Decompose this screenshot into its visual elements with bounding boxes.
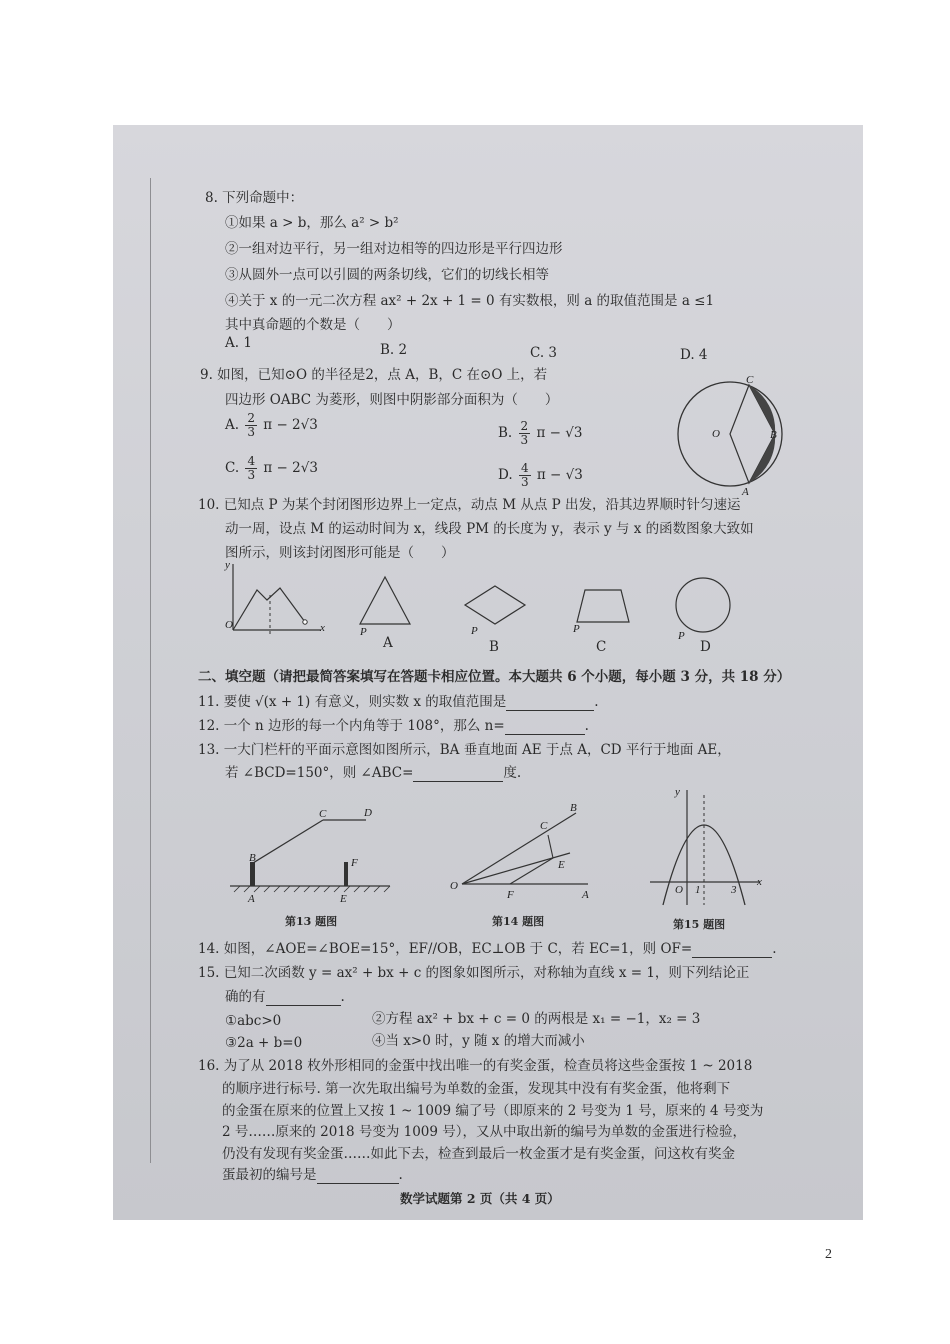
q10-trapezoid-p: P (573, 623, 580, 635)
fig13-label-f: F (351, 857, 358, 869)
fig15-label-o: O (675, 884, 683, 896)
q10-option-d: D (700, 639, 711, 655)
q9-option-d (498, 462, 583, 489)
q9-option-a-den: 3 (247, 425, 255, 440)
q14-end: . (772, 941, 777, 957)
q9-line-2: 四边形 OABC 为菱形，则图中阴影部分面积为（ ） (225, 392, 559, 408)
q10-triangle-shape (360, 577, 410, 624)
q9-option-b-label: B. (498, 425, 513, 442)
q8-statement-2: ②一组对边平行，另一组对边相等的四边形是平行四边形 (225, 241, 563, 257)
q9-circle-figure (670, 374, 790, 498)
q9-option-d-fraction (519, 462, 531, 489)
q14-blank (692, 942, 772, 958)
q10-line-2: 动一周，设点 M 的运动时间为 x，线段 PM 的长度为 y，表示 y 与 x 的函数图象大致如 (225, 521, 754, 537)
q8-option-b: B. 2 (380, 342, 408, 358)
fig14-ray-ob (462, 813, 576, 884)
fig14-caption: 第14 题图 (492, 915, 545, 928)
q8-statement-1: ①如果 a > b，那么 a² > b² (225, 215, 399, 231)
q9-label-c: C (746, 374, 754, 386)
q13-blank (413, 766, 503, 782)
page-footer: 数学试题第 2 页（共 4 页） (400, 1191, 560, 1206)
fig13-post-fe (344, 862, 348, 886)
q11-text: 11. 要使 √(x + 1) 有意义，则实数 x 的取值范围是 (198, 694, 507, 710)
q9-option-b-num: 2 (520, 419, 529, 433)
q8-stem: 8. 下列命题中： (205, 190, 304, 206)
q10-curve (233, 588, 305, 630)
q9-label-b: B (770, 429, 777, 441)
page-number: 2 (825, 1247, 832, 1262)
q12 (198, 719, 589, 735)
fig15-label-x: x (757, 876, 762, 888)
fig13-label-d: D (364, 807, 372, 819)
q9-option-b-den: 3 (520, 433, 529, 448)
q9-option-d-tail: π − √3 (536, 467, 583, 484)
q12-blank (505, 719, 585, 735)
q11-blank (506, 695, 594, 711)
fig14-segment-ef (510, 858, 553, 884)
q10-end-point (303, 620, 307, 624)
q9-label-o: O (712, 428, 720, 440)
fig13-hatching (234, 886, 390, 892)
q14 (198, 942, 777, 958)
fig14-segment-ec (548, 835, 553, 858)
q8-statement-3: ③从圆外一点可以引圆的两条切线，它们的切线长相等 (225, 267, 549, 283)
q9-option-a-label: A. (225, 417, 240, 434)
q10-triangle-p: P (360, 626, 367, 638)
q9-option-a-num: 2 (247, 411, 255, 425)
q9-option-a (225, 412, 318, 439)
q9-option-a-tail: π − 2√3 (263, 417, 318, 434)
fig15-label-1: 1 (695, 884, 701, 896)
q9-option-c (225, 455, 318, 482)
q16-line-1: 16. 为了从 2018 枚外形相同的金蛋中找出唯一的有奖金蛋，检查员将这些金蛋按 1 ~ 2018 (198, 1058, 753, 1074)
fig14-label-a: A (582, 889, 589, 901)
q15-line-2 (225, 990, 345, 1006)
q10-line-3: 图所示，则该封闭图形可能是（ ） (225, 545, 455, 561)
q11 (198, 695, 599, 711)
q10-option-c: C (596, 639, 607, 655)
q10-graph-x: x (320, 622, 325, 634)
fig14-label-b: B (570, 802, 577, 814)
q16-blank (317, 1168, 399, 1184)
q10-option-a: A (383, 635, 393, 651)
q9-option-c-tail: π − 2√3 (263, 460, 318, 477)
q16-end: . (398, 1167, 403, 1183)
section-2-heading: 二、填空题（请把最简答案填写在答题卡相应位置。本大题共 6 个小题，每小题 3 分，共 18 分） (198, 669, 791, 685)
q10-circle (670, 573, 740, 645)
q10-graph-y: y (225, 559, 230, 571)
q10-rhombus-p: P (471, 625, 478, 637)
q16-line-6 (222, 1168, 403, 1184)
q15-option-3: ③2a + b=0 (225, 1035, 303, 1051)
fig15-label-3: 3 (731, 884, 737, 896)
q8-option-d: D. 4 (680, 347, 708, 363)
q15-option-1: ①abc>0 (225, 1013, 282, 1029)
q13-end: 度. (503, 765, 522, 781)
fig13-label-e: E (340, 893, 347, 905)
fig14-label-c: C (540, 820, 548, 832)
q9-option-d-label: D. (498, 467, 513, 484)
q16-line-2: 的顺序进行标号. 第一次先取出编号为单数的金蛋，发现其中没有有奖金蛋，他将剩下 (222, 1081, 731, 1097)
q8-option-c: C. 3 (530, 345, 558, 361)
q9-option-b-tail: π − √3 (536, 425, 583, 442)
fig14-ray-oe (462, 853, 570, 884)
q10-trapezoid (567, 582, 637, 642)
q16-line-5: 仍没有发现有奖金蛋……如此下去，检查到最后一枚金蛋才是有奖金蛋，问这枚有奖金 (222, 1146, 735, 1162)
q16-line-3: 的金蛋在原来的位置上又按 1 ~ 1009 编了号（即原来的 2 号变为 1 号，原来的 4 号变为 (222, 1103, 764, 1119)
q15-line-1: 15. 已知二次函数 y = ax² + bx + c 的图象如图所示，对称轴为直线 x = 1，则下列结论正 (198, 965, 750, 981)
fig13-label-a: A (248, 893, 255, 905)
fig14-angle (450, 798, 600, 903)
q13-line-2 (225, 766, 521, 782)
q14-text: 14. 如图，∠AOE=∠BOE=15°，EF//OB，EC⊥OB 于 C，若 EC=1，则 OF= (198, 941, 693, 957)
fig13-gate (230, 800, 400, 910)
fig13-label-b: B (249, 852, 256, 864)
q15-end: . (340, 989, 345, 1005)
q13-text: 若 ∠BCD=150°，则 ∠ABC= (225, 765, 414, 781)
fig15-label-y: y (675, 786, 680, 798)
q9-option-b-fraction (519, 420, 531, 447)
q16-text: 蛋最初的编号是 (222, 1167, 317, 1183)
q10-option-b: B (489, 639, 499, 655)
fig15-caption: 第15 题图 (673, 918, 726, 931)
q10-circle-shape (676, 578, 730, 632)
q9-label-a: A (742, 486, 749, 498)
q9-option-a-fraction (245, 412, 257, 439)
q10-rhombus-shape (465, 586, 525, 624)
q16-line-4: 2 号……原来的 2018 号变为 1009 号），又从中取出新的编号为单数的金蛋进行检验， (222, 1124, 747, 1140)
q9-line-1: 9. 如图，已知⊙O 的半径是2，点 A，B，C 在⊙O 上，若 (200, 367, 548, 383)
q10-trapezoid-shape (577, 590, 629, 622)
q9-option-c-num: 4 (247, 454, 256, 468)
q9-option-c-label: C. (225, 460, 240, 477)
q8-option-a: A. 1 (225, 335, 252, 351)
q10-function-graph (225, 560, 335, 640)
q10-rhombus (455, 580, 535, 640)
q12-end: . (584, 718, 589, 734)
q9-option-d-num: 4 (520, 461, 529, 475)
q9-option-d-den: 3 (520, 475, 529, 490)
q15-text: 确的有 (225, 989, 266, 1005)
margin-line (150, 178, 151, 1163)
q9-option-b (498, 420, 582, 447)
q15-option-4: ④当 x>0 时，y 随 x 的增大而减小 (372, 1033, 585, 1049)
q9-option-c-den: 3 (247, 468, 256, 483)
q8-question: 其中真命题的个数是（ ） (225, 317, 401, 333)
q10-line-1: 10. 已知点 P 为某个封闭图形边界上一定点，动点 M 从点 P 出发，沿其边界顺时针匀速运 (198, 497, 741, 513)
q9-option-c-fraction (245, 455, 257, 482)
q13-line-1: 13. 一大门栏杆的平面示意图如图所示，BA 垂直地面 AE 于点 A，CD 平行于地面 AE， (198, 742, 731, 758)
q10-graph-o: O (225, 619, 233, 631)
q10-circle-p: P (678, 630, 685, 642)
q11-end: . (594, 694, 599, 710)
fig14-label-o: O (450, 880, 458, 892)
fig14-label-f: F (507, 889, 514, 901)
fig13-post-ba (250, 862, 255, 886)
q15-blank (266, 990, 341, 1006)
fig13-label-c: C (319, 808, 327, 820)
fig13-bar-bc (253, 820, 323, 863)
q15-option-2: ②方程 ax² + bx + c = 0 的两根是 x₁ = −1，x₂ = 3 (372, 1011, 701, 1027)
q12-text: 12. 一个 n 边形的每一个内角等于 108°，那么 n= (198, 718, 505, 734)
fig14-label-e: E (558, 859, 565, 871)
q8-statement-4: ④关于 x 的一元二次方程 ax² + 2x + 1 = 0 有实数根，则 a 的取值范围是 a ≤1 (225, 293, 715, 309)
fig13-caption: 第13 题图 (285, 915, 338, 928)
fig15-parabola (645, 785, 770, 910)
